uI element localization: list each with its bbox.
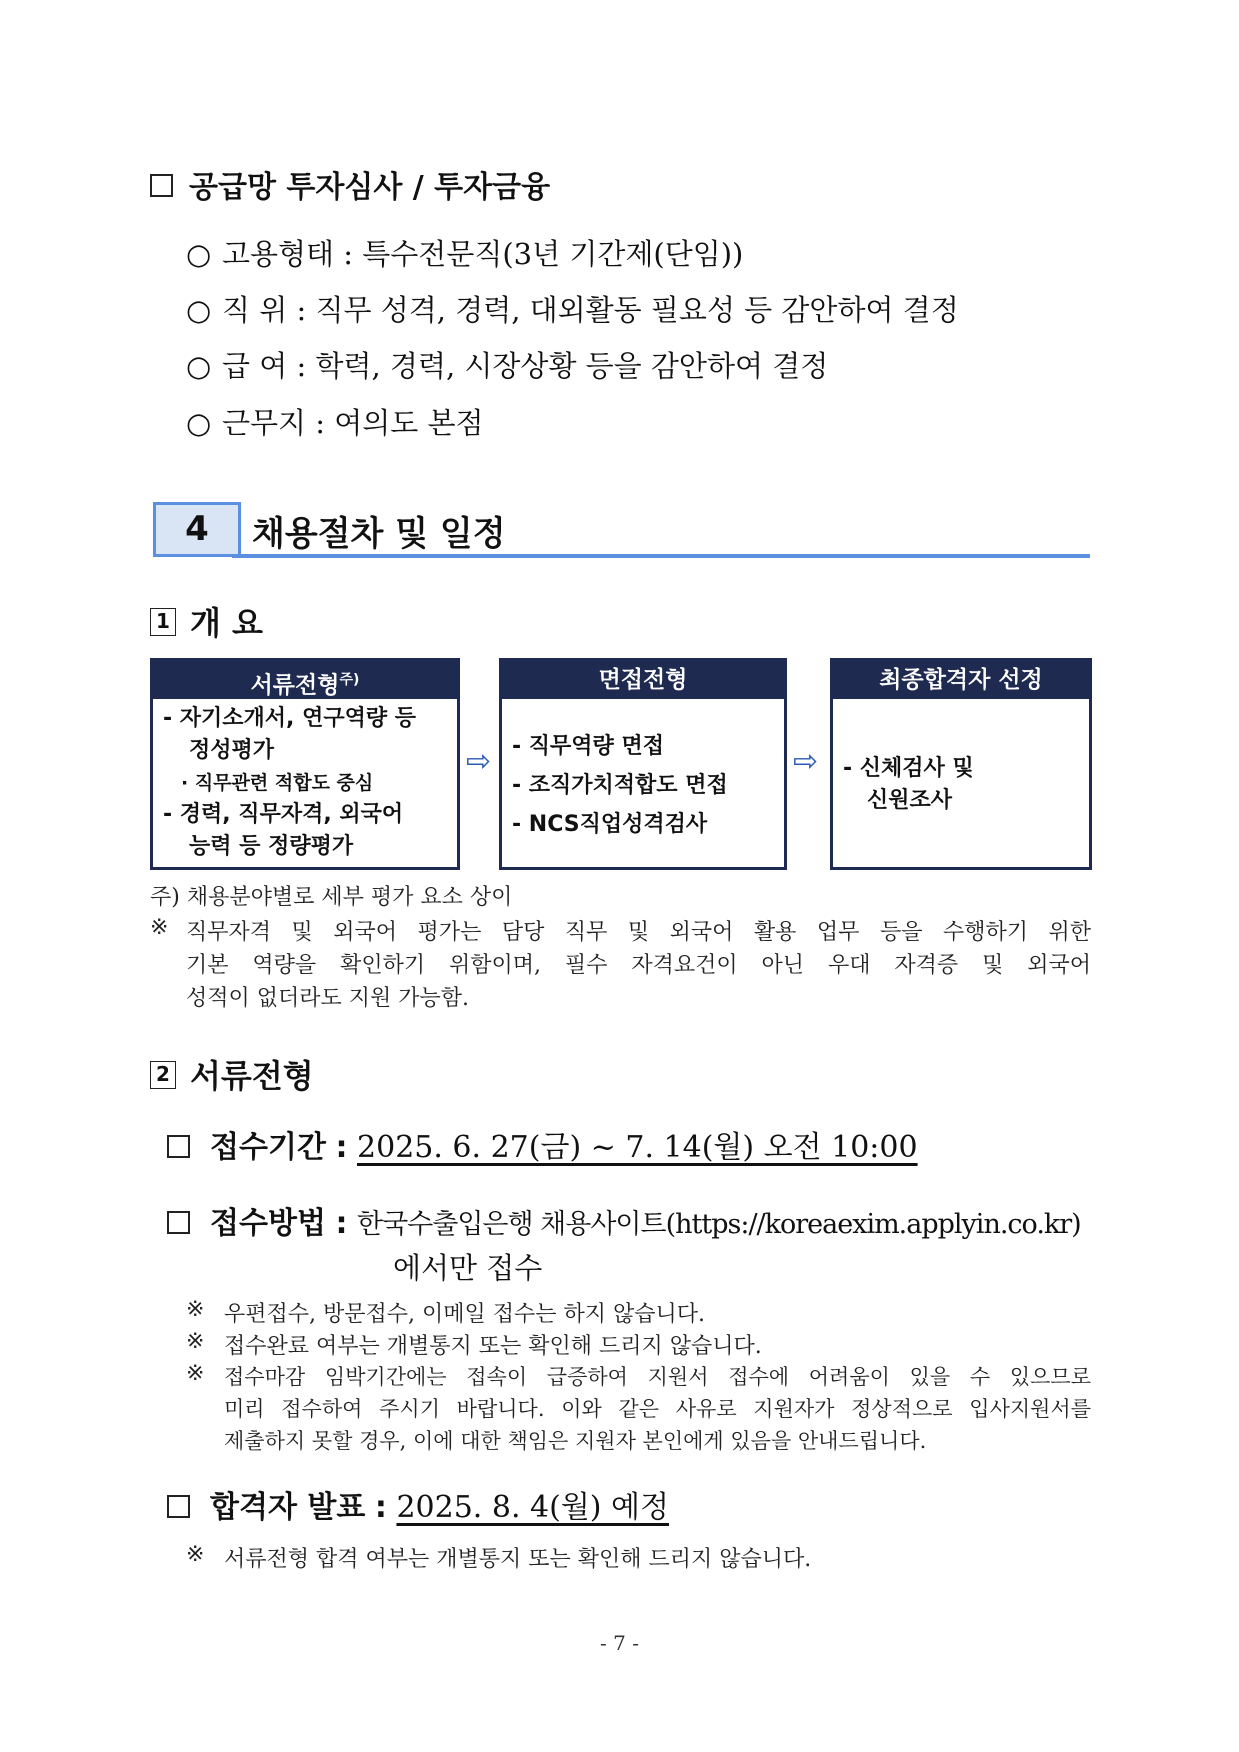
stage-body xyxy=(153,699,457,863)
section-underline xyxy=(232,554,1090,558)
stage-line: - 신체검사 및 xyxy=(843,756,974,781)
result-announcement-value: 2025. 8. 4(월) 예정 xyxy=(396,1490,670,1525)
arrow-right-icon: ⇨ xyxy=(466,744,492,779)
stage-line: - 경력, 직무자격, 외국어 xyxy=(163,802,404,827)
condition-row-employment: ○ 고용형태 : 특수전문직(3년 기간제(단임)) xyxy=(186,237,744,271)
section-title: 채용절차 및 일정 xyxy=(252,514,506,554)
position-heading: 공급망 투자심사 / 투자금융 xyxy=(150,162,550,206)
stage-box-document xyxy=(150,658,460,870)
checkbox-square-icon xyxy=(167,1211,190,1234)
note-line: 성적이 없더라도 지원 가능함. xyxy=(186,986,469,1011)
note-line: 기본 역량을 확인하기 위함이며, 필수 자격요건이 아닌 우대 자격증 및 외국어 xyxy=(186,953,1091,978)
stage-box-final xyxy=(830,658,1092,870)
subsection-document-title: 2 서류전형 xyxy=(150,1051,314,1097)
stage-line: - 직무역량 면접 xyxy=(512,734,664,759)
stage-line: · 직무관련 적합도 중심 xyxy=(181,772,374,794)
note-mark: ※ xyxy=(186,1297,205,1322)
note-line: 접수완료 여부는 개별통지 또는 확인해 드리지 않습니다. xyxy=(224,1334,762,1359)
stage-body xyxy=(833,699,1089,817)
checkbox-square-icon xyxy=(167,1135,190,1158)
note-line: 직무자격 및 외국어 평가는 담당 직무 및 외국어 활용 업무 등을 수행하기 위한 xyxy=(186,920,1091,945)
boxed-number: 1 xyxy=(150,608,176,636)
stage-footnote: 주) 채용분야별로 세부 평가 요소 상이 xyxy=(150,885,513,910)
note-mark: ※ xyxy=(186,1542,205,1567)
circle-bullet-icon: ○ xyxy=(186,237,212,271)
result-announcement-row: 합격자 발표 : 2025. 8. 4(월) 예정 xyxy=(167,1482,669,1526)
checkbox-square-icon xyxy=(150,174,173,197)
stage-line: 능력 등 정량평가 xyxy=(189,834,354,859)
note-mark: ※ xyxy=(186,1329,205,1354)
stage-header: 면접전형 xyxy=(502,661,784,699)
stage-header: 최종합격자 선정 xyxy=(833,661,1089,699)
note-line: 서류전형 합격 여부는 개별통지 또는 확인해 드리지 않습니다. xyxy=(224,1547,812,1572)
checkbox-square-icon xyxy=(167,1495,190,1518)
condition-row-workplace: ○ 근무지 : 여의도 본점 xyxy=(186,406,484,440)
boxed-number: 2 xyxy=(150,1061,176,1089)
note-mark: ※ xyxy=(186,1361,205,1386)
condition-row-salary: ○ 급 여 : 학력, 경력, 시장상황 등을 감안하여 결정 xyxy=(186,349,829,383)
page-number: - 7 - xyxy=(600,1631,639,1655)
application-method-value-cont: 에서만 접수 xyxy=(393,1251,543,1285)
application-period-value: 2025. 6. 27(금) ~ 7. 14(월) 오전 10:00 xyxy=(357,1130,918,1165)
note-line: 미리 접수하여 주시기 바랍니다. 이와 같은 사유로 지원자가 정상적으로 입사지원서를 xyxy=(224,1397,1091,1421)
note-mark: ※ xyxy=(150,915,169,940)
application-method-row: 접수방법 : 한국수출입은행 채용사이트(https://koreaexim.applyin.co.kr) xyxy=(167,1198,1081,1242)
stage-box-interview xyxy=(499,658,787,870)
note-line: 우편접수, 방문접수, 이메일 접수는 하지 않습니다. xyxy=(224,1302,705,1327)
circle-bullet-icon: ○ xyxy=(186,406,212,440)
subsection-overview-title: 1 개 요 xyxy=(150,598,263,644)
note-line: 제출하지 못할 경우, 이에 대한 책임은 지원자 본인에게 있음을 안내드립니다. xyxy=(224,1429,927,1453)
stage-line: - 조직가치적합도 면접 xyxy=(512,773,728,798)
stage-body xyxy=(502,699,784,844)
section-number: 4 xyxy=(153,502,241,557)
application-method-value: 한국수출입은행 채용사이트(https://koreaexim.applyin.co.kr) xyxy=(357,1209,1081,1240)
stage-line: 신원조사 xyxy=(867,788,953,813)
stage-line: - NCS직업성격검사 xyxy=(512,812,708,837)
note-line: 접수마감 임박기간에는 접속이 급증하여 지원서 접수에 어려움이 있을 수 있으므로 xyxy=(224,1365,1091,1389)
stage-line: 정성평가 xyxy=(189,738,275,763)
application-period-row: 접수기간 : 2025. 6. 27(금) ~ 7. 14(월) 오전 10:00 xyxy=(167,1122,918,1166)
condition-row-position: ○ 직 위 : 직무 성격, 경력, 대외활동 필요성 등 감안하여 결정 xyxy=(186,293,959,327)
circle-bullet-icon: ○ xyxy=(186,349,212,383)
circle-bullet-icon: ○ xyxy=(186,293,212,327)
arrow-right-icon: ⇨ xyxy=(793,744,819,779)
stage-line: - 자기소개서, 연구역량 등 xyxy=(163,706,416,731)
stage-header: 서류전형$^{주)}$ xyxy=(153,661,457,699)
